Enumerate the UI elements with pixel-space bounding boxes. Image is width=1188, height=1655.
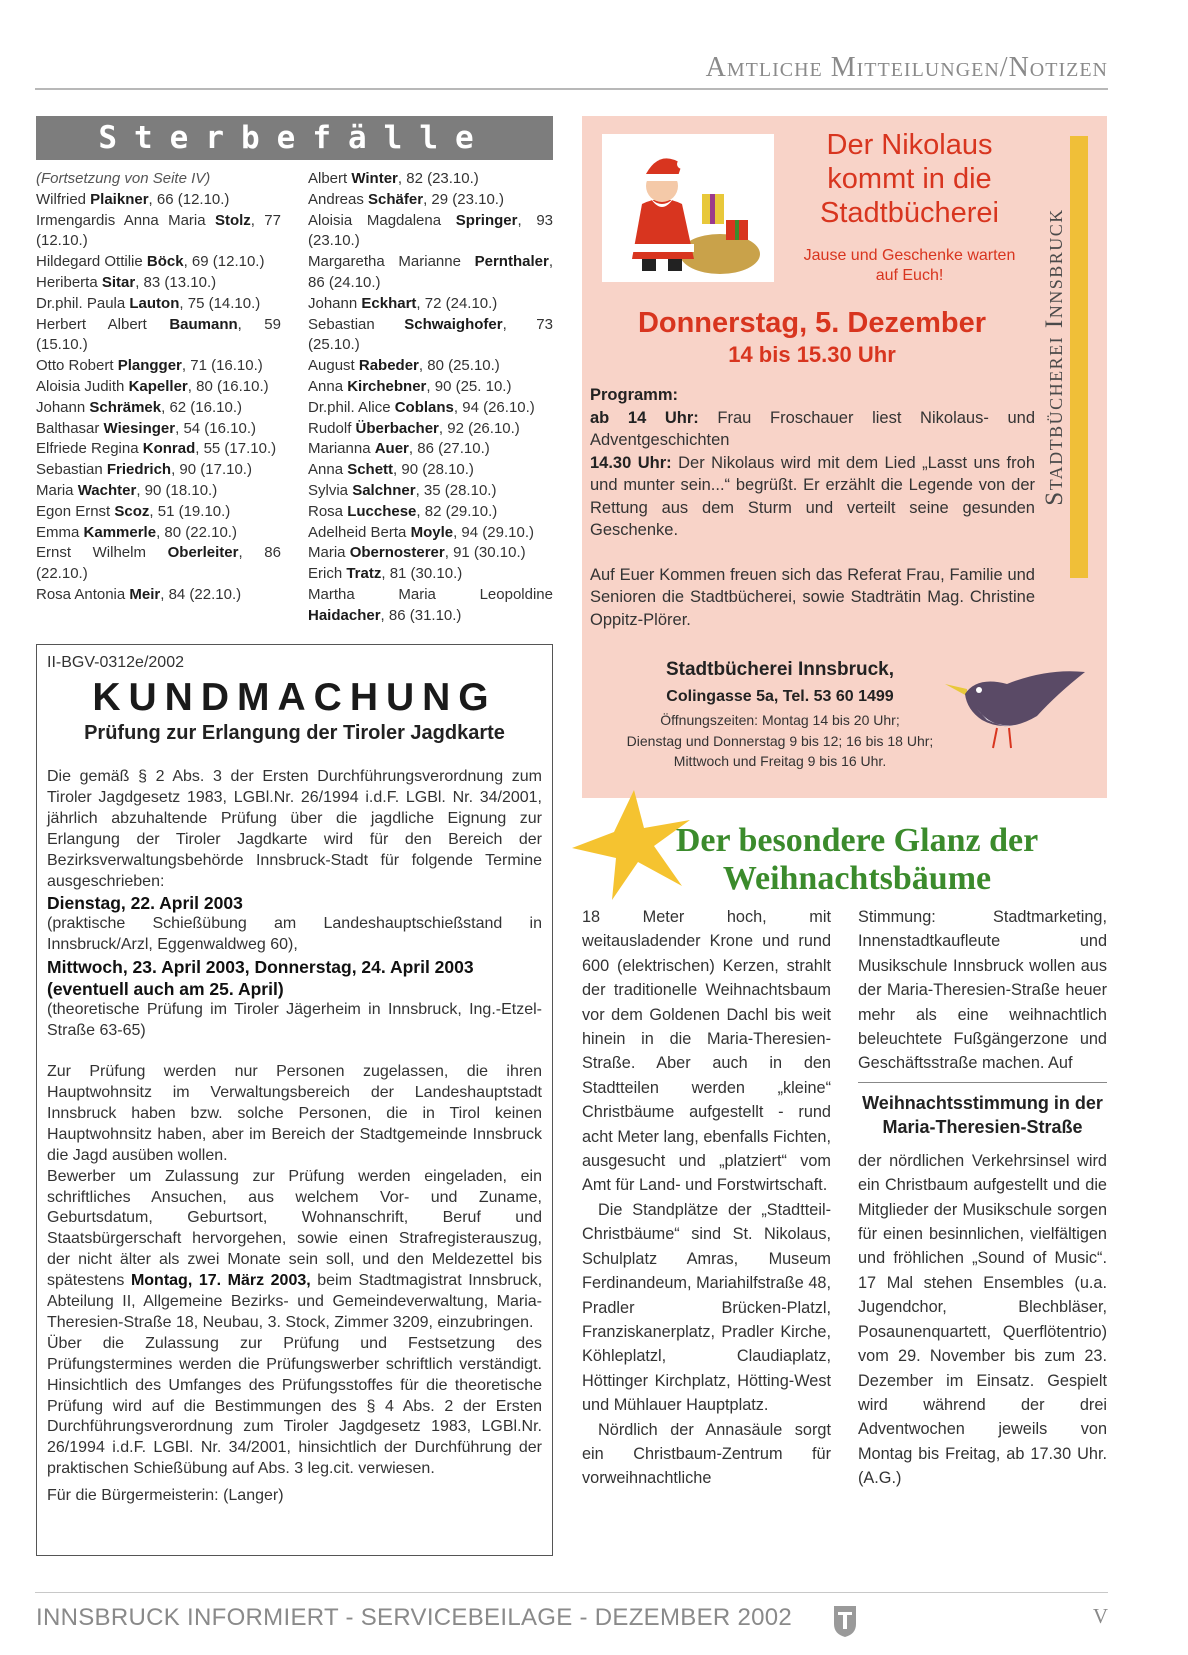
death-notice-entry: Dr.phil. Alice Coblans, 94 (26.10.) bbox=[308, 398, 535, 416]
death-notice-entry: Wilfried Plaikner, 66 (12.10.) bbox=[36, 190, 230, 208]
exam-date-2-note: (theoretische Prüfung im Tiroler Jägerheim in Innsbruck, Ing.-Etzel-Straße 63-65) bbox=[47, 1001, 542, 1040]
death-notice-entry: Rosa Antonia Meir, 84 (22.10.) bbox=[36, 585, 242, 603]
bird-icon bbox=[937, 654, 1087, 754]
death-notice-entry: Anna Schett, 90 (28.10.) bbox=[308, 461, 474, 479]
yellow-band bbox=[1070, 136, 1088, 578]
kundmachung-subtitle: Prüfung zur Erlangung der Tiroler Jagdkarte bbox=[84, 722, 505, 744]
header-rule bbox=[35, 88, 1108, 90]
exam-date-3: (eventuell auch am 25. April) bbox=[47, 979, 284, 1000]
paragraph: Die Standplätze der „Stadtteil-Christbäume“ sind St. Nikolaus, Schulplatz Amras, Museum Ferdinandeum, Mariahilfstraße 48, Pradler Brücken-Platzl, Franziskanerplatz, Pradler Kirche, Köhleplatzl, Claudiaplatz, Höttinger Kirchplatz, Hötting-West und Mühlauer Hauptplatz. bbox=[582, 1200, 831, 1415]
paragraph: Nördlich der Annasäule sorgt ein Christbaum-Zentrum für vorweihnachtliche bbox=[582, 1420, 831, 1488]
death-notice-entry: Albert Winter, 82 (23.10.) bbox=[308, 170, 479, 187]
death-notice-entry: Rudolf Überbacher, 92 (26.10.) bbox=[308, 419, 520, 437]
death-notice-entry: Emma Kammerle, 80 (22.10.) bbox=[36, 523, 237, 541]
death-notice-entry: Elfriede Regina Konrad, 55 (17.10.) bbox=[36, 440, 277, 458]
closing-text: Auf Euer Kommen freuen sich das Referat Frau, Familie und Senioren die Stadtbücherei, sowie Stadträtin Mag. Christine Oppitz-Plörer. bbox=[590, 565, 1035, 629]
opening-hours-3: Mittwoch und Freitag 9 bis 16 Uhr. bbox=[673, 753, 887, 769]
sterbefaelle-column-2 bbox=[308, 169, 553, 627]
death-notice-entry: Sebastian Schwaighofer, 73 (25.10.) bbox=[308, 315, 553, 354]
reference-number: II-BGV-0312e/2002 bbox=[47, 654, 184, 671]
death-notice-entry: Otto Robert Plangger, 71 (16.10.) bbox=[36, 357, 263, 375]
kundmachung-body bbox=[47, 767, 542, 1507]
sterbefaelle-title: Sterbefälle bbox=[36, 116, 553, 160]
death-notice-entry: Margaretha Marianne Pernthaler, 86 (24.10.) bbox=[308, 253, 553, 291]
exam-date-1-note: (praktische Schießübung am Landeshauptschießstand in Innsbruck/Arzl, Eggenwaldweg 60), bbox=[47, 915, 542, 954]
opening-hours-2: Dienstag und Donnerstag 9 bis 12; 16 bis 18 Uhr; bbox=[626, 732, 934, 749]
event-program bbox=[590, 384, 1035, 631]
death-notice-entry: Adelheid Berta Moyle, 94 (29.10.) bbox=[308, 523, 534, 541]
death-notice-entry: Marianna Auer, 86 (27.10.) bbox=[308, 440, 490, 458]
death-notice-entry: Heriberta Sitar, 83 (13.10.) bbox=[36, 273, 217, 291]
exam-date-2: Mittwoch, 23. April 2003, Donnerstag, 24. April 2003 bbox=[47, 957, 474, 978]
death-notice-entry: Irmengardis Anna Maria Stolz, 77 (12.10.) bbox=[36, 211, 281, 250]
signature: Für die Bürgermeisterin: (Langer) bbox=[47, 1487, 284, 1505]
library-address: Colingasse 5a, Tel. 53 60 1499 bbox=[666, 688, 894, 705]
death-notice-entry: Hildegard Ottilie Böck, 69 (12.10.) bbox=[36, 253, 265, 271]
library-name: Stadtbücherei Innsbruck, bbox=[665, 659, 895, 680]
paragraph: Zur Prüfung werden nur Personen zugelassen, die ihren Hauptwohnsitz im Verwaltungsbereich der Landeshauptstadt Innsbruck haben bzw. solche Personen, die in Tirol keinen Hauptwohnsitz haben, aber im Bereich der Stadtgemeinde Innsbruck die Jagd ausüben wollen. bbox=[47, 1063, 542, 1164]
nikolaus-title: Der Nikolaus kommt in die Stadtbücherei bbox=[820, 129, 999, 229]
program-label: Programm: bbox=[590, 386, 679, 404]
kundmachung-title: KUNDMACHUNG bbox=[92, 676, 497, 719]
death-notice-entry: Erich Tratz, 81 (30.10.) bbox=[308, 565, 463, 583]
section-header bbox=[706, 52, 1108, 84]
exam-date-1: Dienstag, 22. April 2003 bbox=[47, 893, 243, 914]
article-title: Der besondere Glanz der Weihnachtsbäume bbox=[675, 822, 1039, 897]
opening-hours-1: Öffnungszeiten: Montag 14 bis 20 Uhr; bbox=[660, 712, 900, 728]
death-notice-entry: Sylvia Salchner, 35 (28.10.) bbox=[308, 481, 497, 499]
nikolaus-subtitle: Jause und Geschenke warten auf Euch! bbox=[803, 247, 1016, 284]
death-notice-entry: Johann Schrämek, 62 (16.10.) bbox=[36, 398, 242, 416]
library-info bbox=[590, 656, 970, 772]
vertical-banner-text: Stadtbücherei Innsbruck bbox=[1041, 208, 1068, 506]
article-header bbox=[572, 790, 1112, 920]
death-notice-entry: August Rabeder, 80 (25.10.) bbox=[308, 357, 500, 375]
sterbefaelle-list bbox=[36, 169, 553, 627]
death-notice-entry: Dr.phil. Paula Lauton, 75 (14.10.) bbox=[36, 294, 261, 312]
paragraph: 18 Meter hoch, mit weitausladender Krone und rund 600 (elektrischen) Kerzen, strahlt der traditionelle Weihnachtsbaum vor dem Goldenen Dachl bis weit hinein in die Maria-Theresien-Straße. Aber auch in den Stadtteilen werden „kleine“ Christbäume aufgestellt - rund acht Meter lang, ebenfalls Fichten, ausgesucht und „platziert“ vom Amt für Land- und Forstwirtschaft. bbox=[582, 908, 831, 1195]
death-notice-entry: Herbert Albert Baumann, 59 (15.10.) bbox=[36, 315, 281, 354]
page-number: V bbox=[1092, 1604, 1108, 1628]
article-subheading: Weihnachtsstimmung in der Maria-Theresien-Straße bbox=[858, 1082, 1107, 1139]
paragraph: Die gemäß § 2 Abs. 3 der Ersten Durchführungsverordnung zum Tiroler Jagdgesetz 1983, LGBl.Nr. 26/1994 i.d.F. LGBl. Nr. 34/2001, jährlich abzuhaltende Prüfung über die jagdliche Eignung zur Erlangung der Tiroler Jagdkarte wird für den Bereich der Bezirksverwaltungsbehörde Innsbruck-Stadt für folgende Termine ausgeschrieben: bbox=[47, 768, 542, 890]
city-crest-icon bbox=[832, 1604, 858, 1638]
death-notice-entry: Maria Wachter, 90 (18.10.) bbox=[36, 481, 218, 499]
death-notice-entry: Andreas Schäfer, 29 (23.10.) bbox=[308, 190, 504, 208]
kundmachung-box bbox=[36, 644, 553, 1556]
death-notice-entry: Sebastian Friedrich, 90 (17.10.) bbox=[36, 461, 252, 479]
death-notice-entry: Martha Maria Leopoldine Haidacher, 86 (31.10.) bbox=[308, 585, 553, 624]
event-date: Donnerstag, 5. Dezember bbox=[637, 307, 987, 339]
paragraph: Über die Zulassung zur Prüfung und Festsetzung des Prüfungstermines werden die Prüfungswerber schriftlich verständigt. Hinsichtlich des Umfanges des Prüfungsstoffes für die theoretische Prüfung wird auf die Bestimmungen des § 4 Abs. 2 der Ersten Durchführungsverordnung zum Tiroler Jagdgesetz 1983, LGBl.Nr. 26/1994 i.d.F. LGBl. Nr. 34/2001, hinsichtlich der Durchführung der praktischen Schießübung auf Abs. 3 leg.cit. verwiesen. bbox=[47, 1334, 542, 1478]
vertical-banner bbox=[1040, 136, 1092, 578]
footer-rule bbox=[35, 1592, 1108, 1593]
continuation-note: (Fortsetzung von Seite IV) bbox=[36, 170, 211, 187]
death-notice-entry: Egon Ernst Scoz, 51 (19.10.) bbox=[36, 502, 231, 520]
death-notice-entry: Ernst Wilhelm Oberleiter, 86 (22.10.) bbox=[36, 544, 281, 583]
death-notice-entry: Balthasar Wiesinger, 54 (16.10.) bbox=[36, 419, 256, 437]
death-notice-entry: Rosa Lucchese, 82 (29.10.) bbox=[308, 502, 498, 520]
santa-claus-illustration bbox=[602, 134, 774, 282]
death-notice-entry: Aloisia Judith Kapeller, 80 (16.10.) bbox=[36, 377, 269, 395]
program-item: ab 14 Uhr: Frau Froschauer liest Nikolaus- und Adventgeschichten bbox=[590, 408, 1035, 449]
event-time: 14 bis 15.30 Uhr bbox=[728, 342, 896, 367]
death-notice-entry: Aloisia Magdalena Springer, 93 (23.10.) bbox=[308, 211, 553, 250]
nikolaus-announcement bbox=[582, 116, 1107, 798]
death-notice-entry: Anna Kirchebner, 90 (25. 10.) bbox=[308, 377, 512, 395]
paragraph: Bewerber um Zulassung zur Prüfung werden eingeladen, ein schriftliches Ansuchen, aus welchem Vor- und Zuname, Geburtsdatum, Geburtsort, Wohnanschrift, Beruf und Staatsbürgerschaft hervorgehen, sowie einen Strafregisterauszug, der nicht älter als zwei Monate sein soll, und den Meldezettel bis spätestens Montag, 17. März 2003, beim Stadtmagistrat Innsbruck, Abteilung II, Allgemeine Bezirks- und Gemeindeverwaltung, Maria-Theresien-Straße 18, Neubau, 3. Stock, Zimmer 3209, einzubringen. bbox=[47, 1167, 543, 1331]
paragraph: Stimmung: Stadtmarketing, Innenstadtkaufleute und Musikschule Innsbruck wollen aus der Maria-Theresien-Straße heuer mehr als eine weihnachtlich beleuchtete Fußgängerzone und Geschäftsstraße machen. Auf bbox=[858, 908, 1107, 1073]
death-notice-entry: Maria Obernosterer, 91 (30.10.) bbox=[308, 544, 526, 562]
sterbefaelle-column-1 bbox=[36, 169, 281, 627]
deadline: Montag, 17. März 2003, bbox=[130, 1272, 311, 1290]
article-column-left bbox=[582, 905, 831, 1491]
paragraph: der nördlichen Verkehrsinsel wird ein Christbaum aufgestellt und die Mitglieder der Musikschule sorgen für einen besinnlichen, vielfältigen und fröhlichen „Sound of Music“. 17 Mal stehen Ensembles (u.a. Jugendchor, Blechbläser, Posaunenquartett, Querflötentrio) vom 29. November bis zum 23. Dezember im Einsatz. Gespielt wird während der drei Adventwochen jeweils von Montag bis Freitag, ab 17.30 Uhr. (A.G.) bbox=[858, 1151, 1107, 1488]
article-column-right bbox=[858, 905, 1107, 1491]
death-notice-entry: Johann Eckhart, 72 (24.10.) bbox=[308, 294, 498, 312]
section-header-text: Amtliche Mitteilungen/Notizen bbox=[705, 52, 1108, 83]
program-item: 14.30 Uhr: Der Nikolaus wird mit dem Lied „Lasst uns froh und munter sein...“ begrüßt. Er erzählt die Legende von der Rettung aus dem Sturm und verteilt seine gesunden Geschenke. bbox=[590, 453, 1035, 539]
footer-text: INNSBRUCK INFORMIERT - SERVICEBEILAGE - DEZEMBER 2002 bbox=[36, 1604, 793, 1631]
